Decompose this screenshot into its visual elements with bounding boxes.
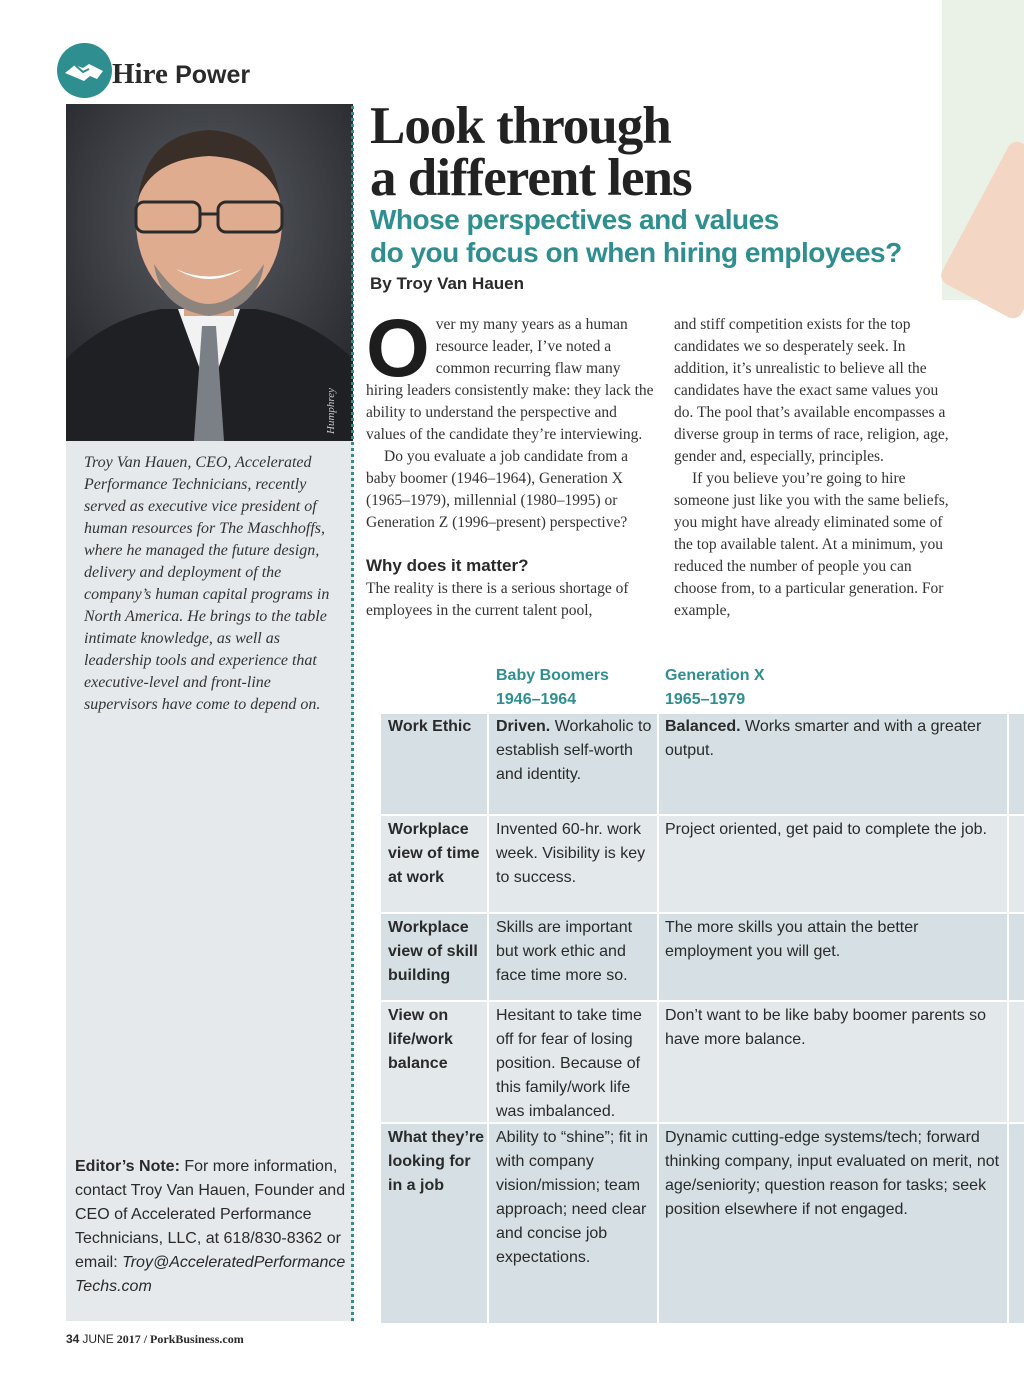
section-title-word-1: Hire xyxy=(112,58,168,90)
row-label: Workplace view of time at work xyxy=(388,821,480,886)
row-label: View on life/work balance xyxy=(388,1007,453,1072)
issue-month: JUNE xyxy=(82,1332,114,1346)
cell-generation-x: Don’t want to be like baby boomer parents so have more balance. xyxy=(665,1007,987,1048)
paragraph-3: The reality is there is a serious shortage of employees in the current talent pool, xyxy=(366,580,629,619)
issue-year-site: 2017 / PorkBusiness.com xyxy=(116,1332,244,1346)
row-label: Workplace view of skill building xyxy=(388,919,478,984)
photo-credit: Humphrey xyxy=(325,387,337,434)
editors-note xyxy=(75,1155,350,1299)
editors-note-label: Editor’s Note: xyxy=(75,1158,180,1175)
deck-line-1: Whose perspectives and values xyxy=(370,204,779,235)
header-name: Baby Boomers xyxy=(496,667,609,684)
cell-generation-x: The more skills you attain the better employment you will get. xyxy=(665,919,919,960)
header-years: 1946–1964 xyxy=(496,691,577,708)
paragraph-5: If you believe you’re going to hire someone just like you with the same beliefs, you might have already eliminated some of the top available talent. At a minimum, you reduced the number of people you can choose from, to a particular generation. For example, xyxy=(674,470,949,619)
byline: By Troy Van Hauen xyxy=(370,274,524,293)
table-row xyxy=(381,1000,1024,1122)
section-title xyxy=(112,58,250,91)
table-row xyxy=(381,712,1024,814)
cell-generation-x: Dynamic cutting-edge systems/tech; forward thinking company, input evaluated on merit, not age/seniority; question reason for tasks; seek position elsewhere if not engaged. xyxy=(665,1129,1000,1218)
dotted-divider xyxy=(351,106,354,1321)
table-header-generation-x xyxy=(665,664,865,712)
cell-baby-boomers: Invented 60-hr. work week. Visibility is key to success. xyxy=(496,821,646,886)
cell-generation-x: Project oriented, get paid to complete the job. xyxy=(665,821,987,838)
cell-generation-x xyxy=(665,715,1010,763)
cell-baby-boomers: Hesitant to take time off for fear of losing position. Because of this family/work life was imbalanced. xyxy=(496,1007,642,1120)
paragraph-4: and stiff competition exists for the top candidates we so desperately seek. In addition, it’s unrealistic to believe all the candidates have the exact same values you do. The pool that’s available encompasses a diverse group in terms of race, religion, age, gender and, especially, principles. xyxy=(674,316,949,465)
editors-note-email[interactable]: Troy@AcceleratedPerformanceTechs.com xyxy=(75,1254,346,1295)
headline-line-2: a different lens xyxy=(370,149,692,207)
cell-baby-boomers: Ability to “shine”; fit in with company vision/mission; team approach; need clear and concise job expectations. xyxy=(496,1129,649,1266)
table-row xyxy=(381,912,1024,1000)
cell-baby-boomers xyxy=(496,715,656,787)
section-logo xyxy=(57,43,112,98)
section-title-word-2: Power xyxy=(175,61,251,89)
drop-cap: O xyxy=(366,303,430,394)
author-photo xyxy=(66,104,353,441)
editors-note-text: For more information, contact Troy Van Hauen, Founder and CEO of Accelerated Performance Technicians, LLC, at 618/830-8362 or email: xyxy=(75,1158,346,1271)
cell-text: Works smarter and with a greater output. xyxy=(665,718,982,759)
body-column-2 xyxy=(674,314,954,622)
subheading: Why does it matter? xyxy=(366,556,529,575)
table-row xyxy=(381,814,1024,912)
cell-bold: Driven. xyxy=(496,718,551,735)
header-years: 1965–1979 xyxy=(665,691,746,708)
author-bio-caption: Troy Van Hauen, CEO, Accelerated Performance Technicians, recently served as executive vice president of human resources for The Maschhoffs, where he managed the future design, delivery and deployment of the company’s human capital programs in North America. He brings to the table intimate knowledge, as well as leadership tools and experience that executive-level and front-line supervisors have come to depend on. xyxy=(84,454,330,713)
body-column-1 xyxy=(366,303,654,622)
cell-baby-boomers: Skills are important but work ethic and face time more so. xyxy=(496,919,633,984)
headline-line-1: Look through xyxy=(370,97,671,155)
article-deck xyxy=(370,203,950,269)
paragraph xyxy=(366,303,654,446)
row-label: Work Ethic xyxy=(388,718,472,735)
page-number: 34 xyxy=(66,1332,80,1346)
paragraph-1-text: ver my many years as a human resource leader, I’ve noted a common recurring flaw many hiring leaders consistently make: they lack the ability to understand the perspective and values of the candidate they’re interviewing. xyxy=(366,316,654,443)
paragraph-2: Do you evaluate a job candidate from a baby boomer (1946–1964), Generation X (1965–1979), millennial (1980–1995) or Generation Z (1996–present) perspective? xyxy=(366,448,629,531)
author-portrait-illustration xyxy=(66,104,353,441)
page-folio xyxy=(66,1332,244,1347)
cell-bold: Balanced. xyxy=(665,718,741,735)
header-name: Generation X xyxy=(665,667,765,684)
article-headline xyxy=(370,97,930,207)
handshake-icon xyxy=(57,43,112,98)
deck-line-2: do you focus on when hiring employees? xyxy=(370,237,902,268)
row-label: What they’re looking for in a job xyxy=(388,1129,485,1194)
cell-text: Workaholic to establish self-worth and identity. xyxy=(496,718,652,783)
table-row xyxy=(381,1122,1024,1323)
table-header-baby-boomers xyxy=(496,664,656,712)
